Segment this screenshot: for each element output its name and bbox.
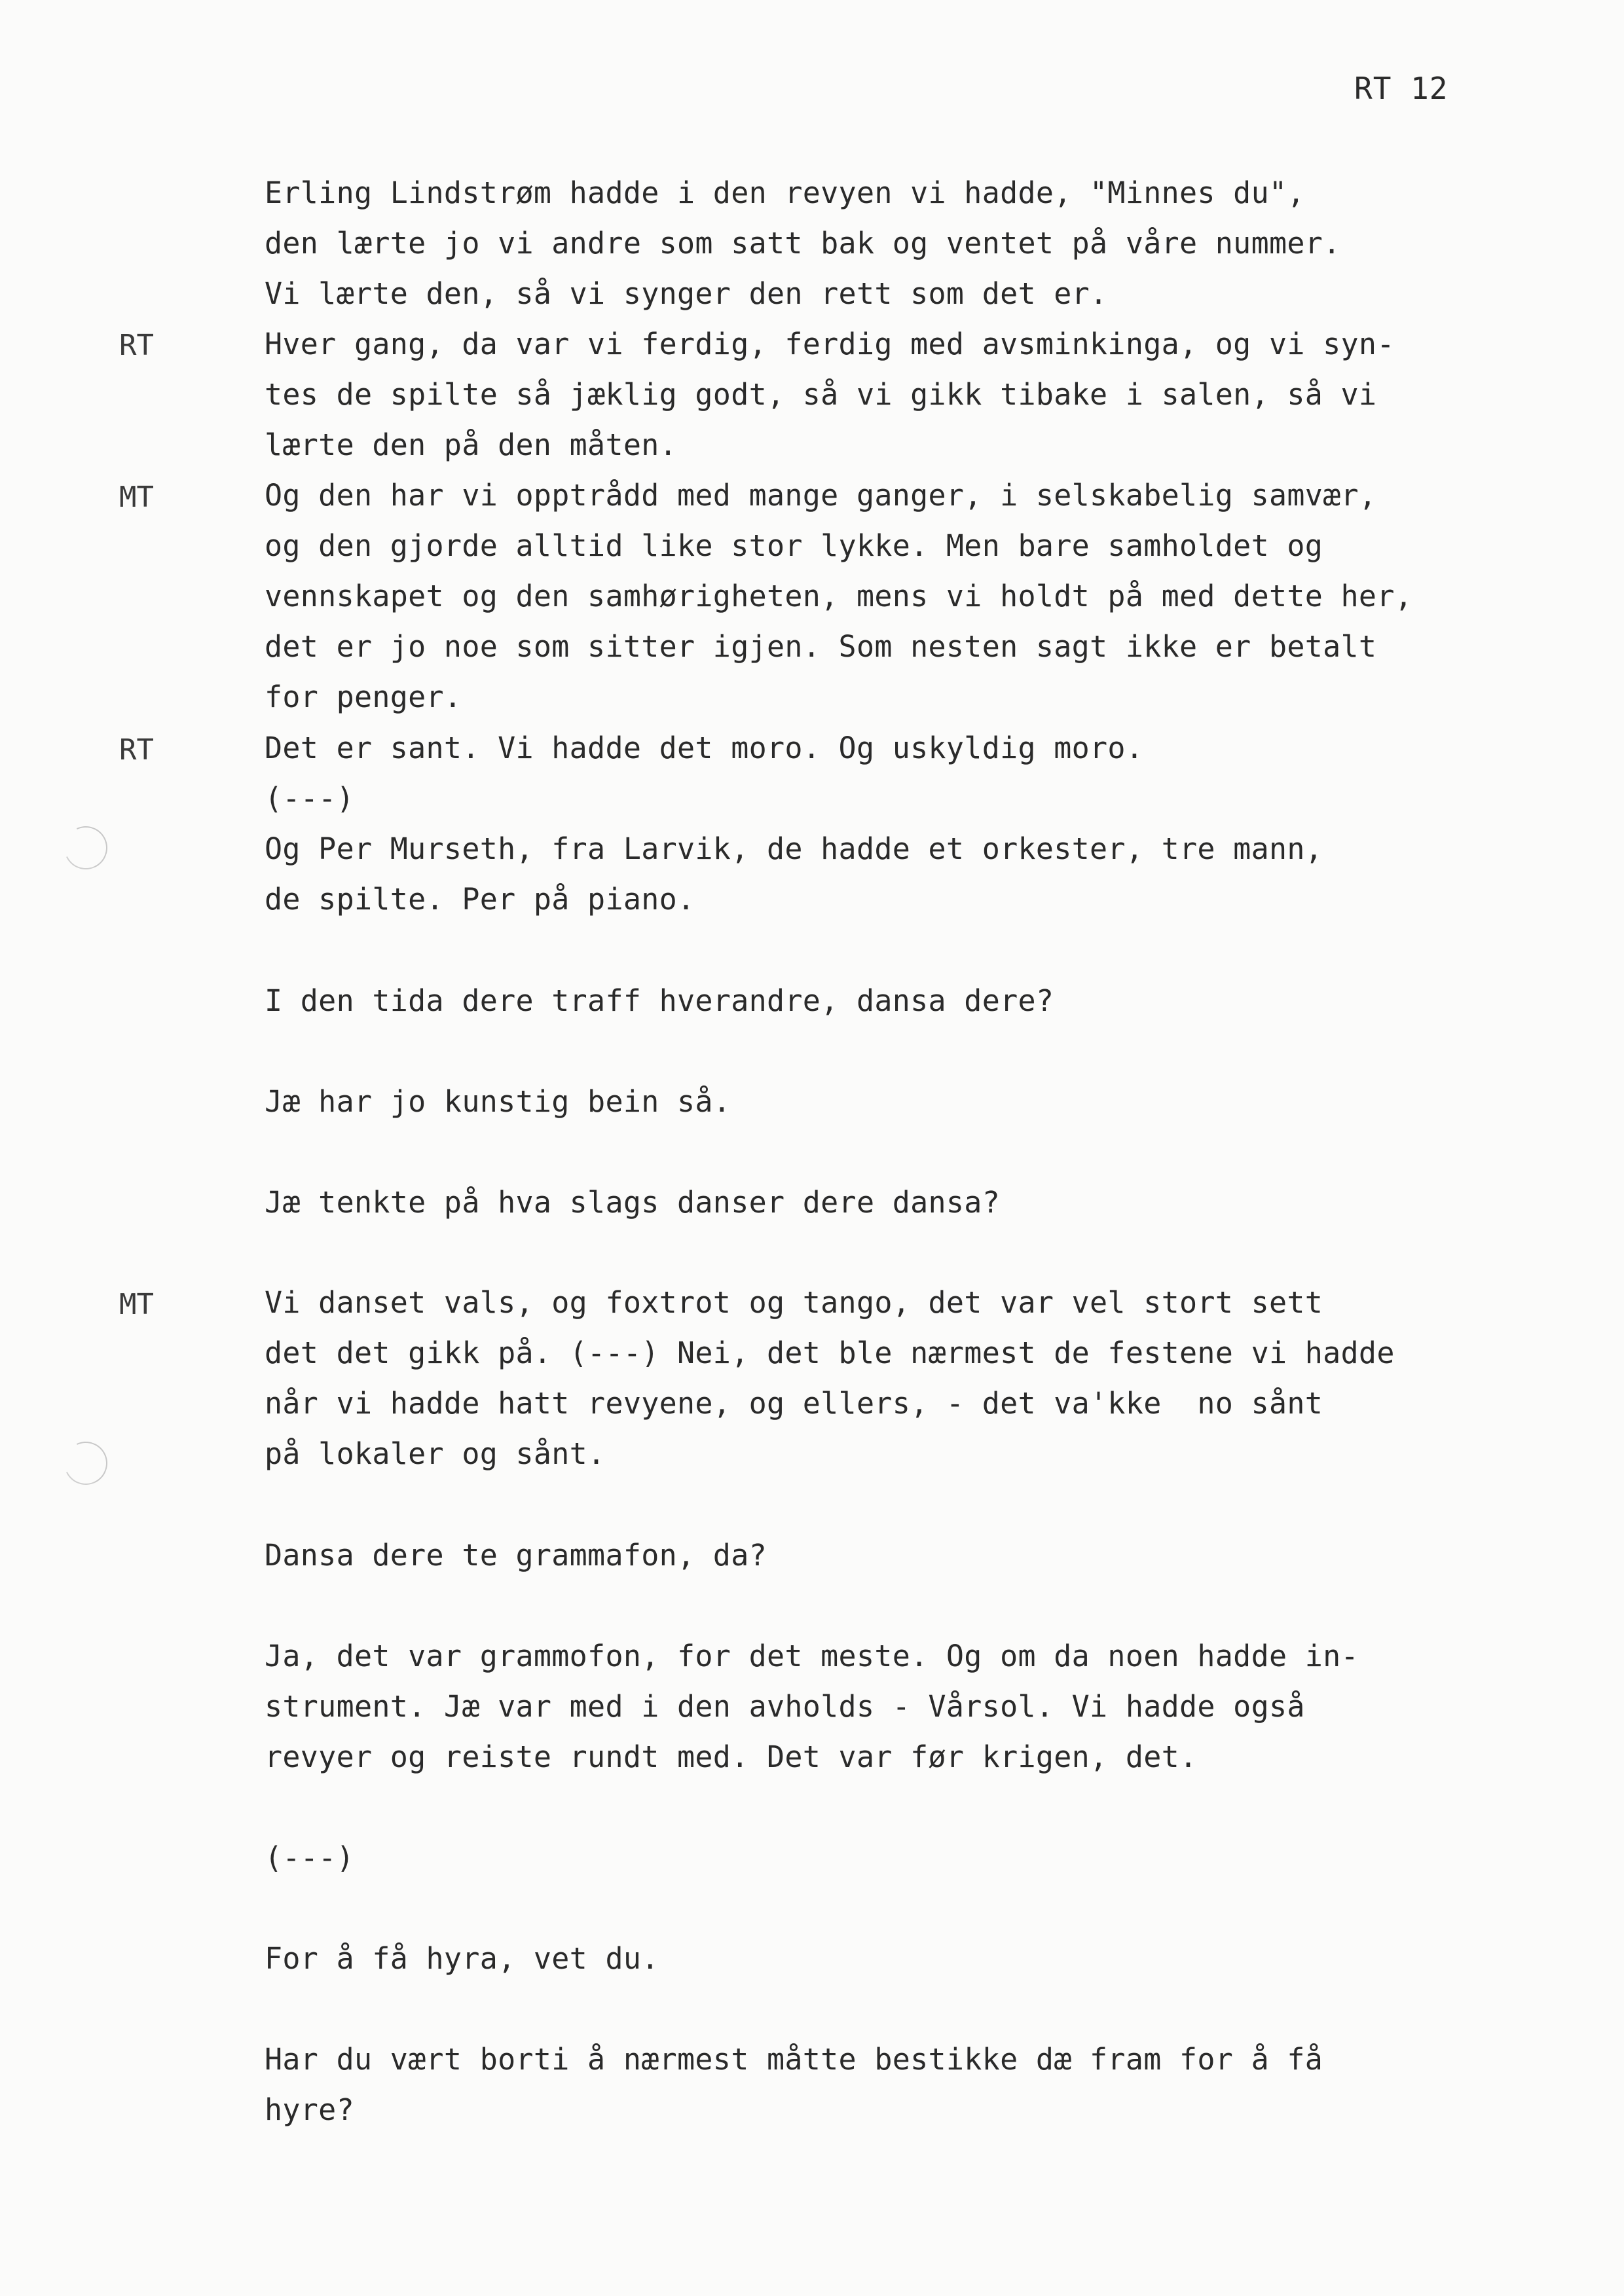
punch-hole-top — [58, 820, 114, 876]
transcript-line: Jæ har jo kunstig bein så. — [265, 1084, 731, 1119]
transcript-paragraph — [265, 1177, 1568, 1228]
transcript-line: Hver gang, da var vi ferdig, ferdig med avsminkinga, og vi syn- — [265, 327, 1395, 361]
transcript-line: Erling Lindstrøm hadde i den revyen vi hadde, "Minnes du", — [265, 175, 1305, 210]
transcript-paragraph — [265, 1832, 1568, 1883]
transcript-paragraph — [265, 975, 1568, 1026]
transcript-line: Og Per Murseth, fra Larvik, de hadde et orkester, tre mann, — [265, 831, 1323, 866]
transcript-line: For å få hyra, vet du. — [265, 1941, 659, 1976]
transcript-line: de spilte. Per på piano. — [265, 882, 695, 917]
speaker-label: RT — [119, 733, 154, 767]
transcript-line: Ja, det var grammofon, for det meste. Og om da noen hadde in- — [265, 1639, 1359, 1673]
transcript-line: og den gjorde alltid like stor lykke. Men bare samholdet og — [265, 528, 1323, 563]
transcript-paragraph — [265, 1076, 1568, 1127]
transcript-line: når vi hadde hatt revyene, og ellers, - det va'kke no sånt — [265, 1386, 1323, 1421]
transcript-line: Vi lærte den, så vi synger den rett som det er. — [265, 276, 1108, 311]
transcript-line: vennskapet og den samhørigheten, mens vi holdt på med dette her, — [265, 579, 1413, 613]
transcript-paragraph — [265, 2034, 1568, 2135]
speaker-label: MT — [119, 481, 154, 514]
transcript-line: (---) — [265, 1840, 354, 1875]
transcript-line: (---) — [265, 781, 354, 816]
page-number: RT 12 — [1354, 71, 1449, 106]
transcript-line: hyre? — [265, 2092, 354, 2127]
transcript-paragraph — [265, 319, 1568, 470]
transcript-line: på lokaler og sånt. — [265, 1436, 606, 1471]
speaker-label: MT — [119, 1288, 154, 1321]
transcript-paragraph — [265, 1631, 1568, 1782]
transcript-line: Har du vært borti å nærmest måtte bestikke dæ fram for å få — [265, 2042, 1323, 2077]
transcript-paragraph — [265, 723, 1568, 924]
transcript-paragraph — [265, 1277, 1568, 1479]
speaker-label: RT — [119, 329, 154, 362]
transcript-paragraph — [265, 1530, 1568, 1580]
transcript-paragraph — [265, 1933, 1568, 1984]
transcript-line: Jæ tenkte på hva slags danser dere dansa? — [265, 1185, 1001, 1220]
transcript-line: det er jo noe som sitter igjen. Som nesten sagt ikke er betalt — [265, 629, 1377, 664]
transcript-line: det det gikk på. (---) Nei, det ble nærmest de festene vi hadde — [265, 1336, 1395, 1370]
transcript-line: revyer og reiste rundt med. Det var før krigen, det. — [265, 1740, 1198, 1774]
transcript-paragraph — [265, 168, 1568, 319]
transcript-line: strument. Jæ var med i den avholds - Vårsol. Vi hadde også — [265, 1689, 1305, 1724]
transcript-line: Dansa dere te grammafon, da? — [265, 1538, 767, 1573]
transcript-line: for penger. — [265, 680, 462, 714]
transcript-line: den lærte jo vi andre som satt bak og ventet på våre nummer. — [265, 226, 1341, 261]
transcript-line: lærte den på den måten. — [265, 428, 678, 462]
transcript-line: I den tida dere traff hverandre, dansa dere? — [265, 983, 1054, 1018]
transcript-line: tes de spilte så jæklig godt, så vi gikk tibake i salen, så vi — [265, 377, 1377, 412]
punch-hole-bottom — [58, 1436, 114, 1491]
transcript-line: Det er sant. Vi hadde det moro. Og uskyldig moro. — [265, 731, 1144, 765]
transcript-paragraph — [265, 470, 1568, 722]
transcript-line: Og den har vi opptrådd med mange ganger, i selskabelig samvær, — [265, 478, 1377, 513]
transcript-line: Vi danset vals, og foxtrot og tango, det var vel stort sett — [265, 1285, 1323, 1320]
